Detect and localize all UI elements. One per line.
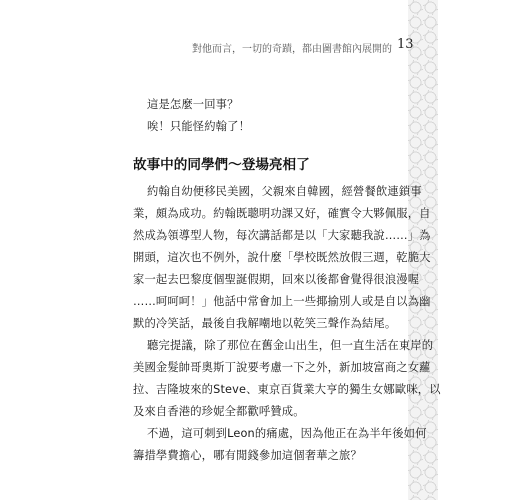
running-header: 對他而言，一切的奇蹟，都由圖書館內展開的 [192,44,392,55]
intro-line: 這是怎麼一回事？ [147,98,239,111]
paragraph-line: 約翰自幼便移民美國，父親來自韓國，經營餐飲連鎖事 [147,185,422,198]
page-number: 13 [397,37,414,52]
paragraph-line: 業，頗為成功。約翰既聰明功課又好，確實令大夥佩服，自 [133,207,431,220]
paragraph-line: 家一起去巴黎度個聖誕假期，回來以後都會覺得很浪漫喔 [133,273,420,286]
paragraph-line: 然成為領導型人物，每次講話都是以「大家聽我說……」為 [133,229,431,242]
paragraph-line: 美國金髮帥哥奧斯丁說要考慮一下之外，新加坡富商之女蘿 [133,361,431,374]
intro-line: 唉！只能怪約翰了！ [147,120,251,133]
section-heading: 故事中的同學們～登場亮相了 [133,157,310,173]
paragraph-line: 聽完提議，除了那位在舊金山出生，但一直生活在東岸的 [147,339,434,352]
paragraph-line: 不過，這可刺到Leon的痛處，因為他正在為半年後如何 [147,427,427,440]
paragraph-line: 及來自香港的珍妮全都歡呼贊成。 [133,405,305,418]
paragraph-line: 籌措學費擔心，哪有閒錢參加這個奢華之旅？ [133,449,362,462]
decorative-pattern-strip [408,0,438,500]
paragraph-line: 拉、吉隆坡來的Steve、東京百貨業大亨的獨生女娜歐咪，以 [133,383,441,396]
paragraph-line: ……呵呵呵！」他話中常會加上一些揶揄別人或是自以為幽 [133,295,431,308]
paragraph-line: 開頭，這次也不例外，說什麼「學校既然放假三週，乾脆大 [133,251,431,264]
paragraph-line: 默的冷笑話，最後自我解嘲地以乾笑三聲作為結尾。 [133,317,397,330]
